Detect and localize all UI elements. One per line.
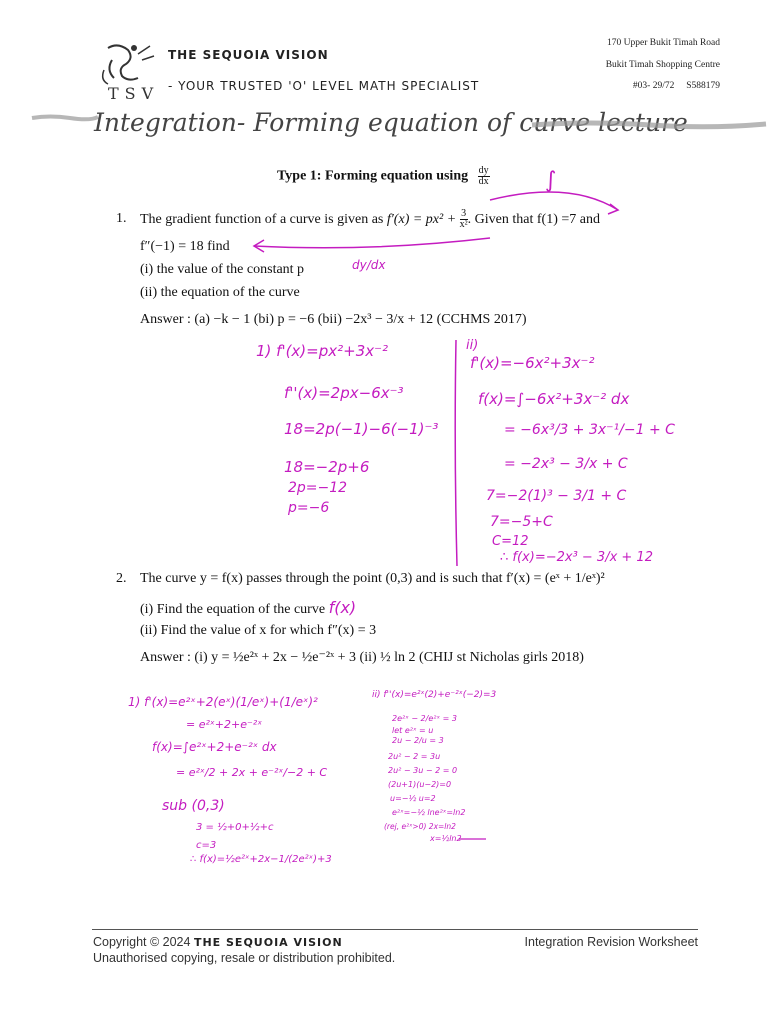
frac-top: dy xyxy=(478,165,489,176)
hw-q2-right-line: u=−½ u=2 xyxy=(390,794,436,803)
q1-arrows-annotation xyxy=(250,170,630,260)
q1-answer: Answer : (a) −k − 1 (bi) p = −6 (bii) −2x³ − 3/x + 12 (CCHMS 2017) xyxy=(140,312,527,327)
q2-line1: The curve y = f(x) passes through the point (0,3) and is such that f′(x) = (eˣ + 1/eˣ)² xyxy=(140,571,605,586)
q1-fprime: f′(x) = px² + xyxy=(386,212,457,227)
q1-frac-bottom: x² xyxy=(459,219,468,231)
footer-divider xyxy=(92,929,698,930)
hw-q2-right-line: let e²ˣ = u xyxy=(392,726,434,735)
frac-bottom: dx xyxy=(478,176,489,187)
hw-q1-left-line: 1) f'(x)=px²+3x⁻² xyxy=(256,342,389,360)
hw-q1-right-line: = −2x³ − 3/x + C xyxy=(504,456,628,472)
hw-q2-left-line: c=3 xyxy=(196,840,217,851)
hw-q2-left-line: sub (0,3) xyxy=(162,798,225,814)
hw-q2-left-line: 1) f'(x)=e²ˣ+2(eˣ)(1/eˣ)+(1/eˣ)² xyxy=(128,695,318,709)
q1-frac-top: 3 xyxy=(461,208,467,220)
hw-integral-sign: ∫ xyxy=(545,168,557,193)
q1-line2: f″(−1) = 18 find xyxy=(140,239,230,254)
address-line-2: Bukit Timah Shopping Centre xyxy=(605,60,720,70)
logo-letters: TSV xyxy=(108,84,160,103)
hw-q2-left-line: f(x)=∫e²ˣ+2+e⁻²ˣ dx xyxy=(152,740,277,754)
footer-worksheet-title: Integration Revision Worksheet xyxy=(524,935,698,949)
section-heading-text: Type 1: Forming equation using xyxy=(277,168,469,184)
address-line-3: #03- 29/72 S588179 xyxy=(632,81,720,91)
hw-fx: f(x) xyxy=(328,598,357,617)
hw-q2-right-line: e²ˣ=−½ lne²ˣ=ln2 xyxy=(392,808,466,817)
hw-q2-left-line: = e²ˣ+2+e⁻²ˣ xyxy=(186,718,263,731)
hw-q1-left-line: f''(x)=2px−6x⁻³ xyxy=(284,384,404,402)
hw-q1-right-line: 7=−2(1)³ − 3/1 + C xyxy=(486,488,627,504)
hw-q1-right-line: ii) xyxy=(466,338,479,353)
title-brush-stroke-right xyxy=(530,118,768,132)
footer-copyright xyxy=(93,935,343,949)
q2-part-i-text: (i) Find the equation of the curve xyxy=(140,602,326,617)
hw-q1-right-line: f(x)=∫−6x²+3x⁻² dx xyxy=(478,390,630,408)
hw-q2-left-line: ∴ f(x)=½e²ˣ+2x−1/(2e²ˣ)+3 xyxy=(190,854,332,865)
hw-q2-left-line: 3 = ½+0+½+c xyxy=(196,822,274,833)
hw-divider-line xyxy=(452,338,460,568)
hw-q2-right-line: (rej, e²ˣ>0) 2x=ln2 xyxy=(384,822,456,831)
hw-q1-left-line: 18=2p(−1)−6(−1)⁻³ xyxy=(284,420,439,438)
hw-q2-right-line: ii) f''(x)=e²ˣ(2)+e⁻²ˣ(−2)=3 xyxy=(372,690,497,700)
hw-q2-right-line: 2u − 2/u = 3 xyxy=(392,736,444,745)
hw-q1-left-line: p=−6 xyxy=(288,500,330,516)
brand-tagline: - YOUR TRUSTED 'O' LEVEL MATH SPECIALIST xyxy=(168,79,480,93)
hw-q2-right-line: 2e²ˣ − 2/e²ˣ = 3 xyxy=(392,714,457,723)
q2-part-ii: (ii) Find the value of x for which f″(x) = 3 xyxy=(140,623,377,638)
hw-q1-right-line: ∴ f(x)=−2x³ − 3/x + 12 xyxy=(500,550,653,565)
hw-dy-dx: dy/dx xyxy=(352,258,386,272)
hw-q1-right-line: 7=−5+C xyxy=(490,514,553,530)
footer-copyright-prefix: Copyright © 2024 xyxy=(93,935,191,949)
hw-q2-right-line: 2u² − 2 = 3u xyxy=(388,752,441,761)
q1-part-i: (i) the value of the constant p xyxy=(140,262,305,277)
footer-notice: Unauthorised copying, resale or distribution prohibited. xyxy=(93,951,396,965)
hw-q1-left-line: 2p=−12 xyxy=(288,480,348,496)
q1-part-ii: (ii) the equation of the curve xyxy=(140,285,300,300)
address-line-1: 170 Upper Bukit Timah Road xyxy=(607,38,720,48)
hw-underline xyxy=(458,836,488,842)
hw-q1-right-line: C=12 xyxy=(492,534,529,549)
q1-number: 1. xyxy=(116,211,127,226)
title-brush-stroke-left xyxy=(30,112,100,124)
hw-q1-left-line: 18=−2p+6 xyxy=(284,458,370,476)
q1-line1-end: . Given that f(1) =7 and xyxy=(467,212,600,227)
q2-part-i xyxy=(140,597,356,621)
footer-brand: THE SEQUOIA VISION xyxy=(193,936,343,949)
hw-q1-right-line: f'(x)=−6x²+3x⁻² xyxy=(470,354,595,372)
tsv-logo-icon xyxy=(98,40,158,90)
q2-answer: Answer : (i) y = ½e²ˣ + 2x − ½e⁻²ˣ + 3 (ii) ½ ln 2 (CHIJ st Nicholas girls 2018) xyxy=(140,650,584,665)
hw-q1-right-line: = −6x³/3 + 3x⁻¹/−1 + C xyxy=(504,422,675,438)
lecture-title: Integration- Forming equation of curve lecture xyxy=(94,108,688,137)
brand-name: THE SEQUOIA VISION xyxy=(168,48,329,62)
hw-q2-right-line: 2u² − 3u − 2 = 0 xyxy=(388,766,458,775)
hw-q2-left-line: = e²ˣ/2 + 2x + e⁻²ˣ/−2 + C xyxy=(176,766,328,779)
q1-line1-text: The gradient function of a curve is given as xyxy=(140,212,384,227)
hw-q2-right-line: (2u+1)(u−2)=0 xyxy=(388,780,452,789)
q2-number: 2. xyxy=(116,571,127,586)
hw-q2-right-line: x=½ln2 xyxy=(430,834,462,843)
